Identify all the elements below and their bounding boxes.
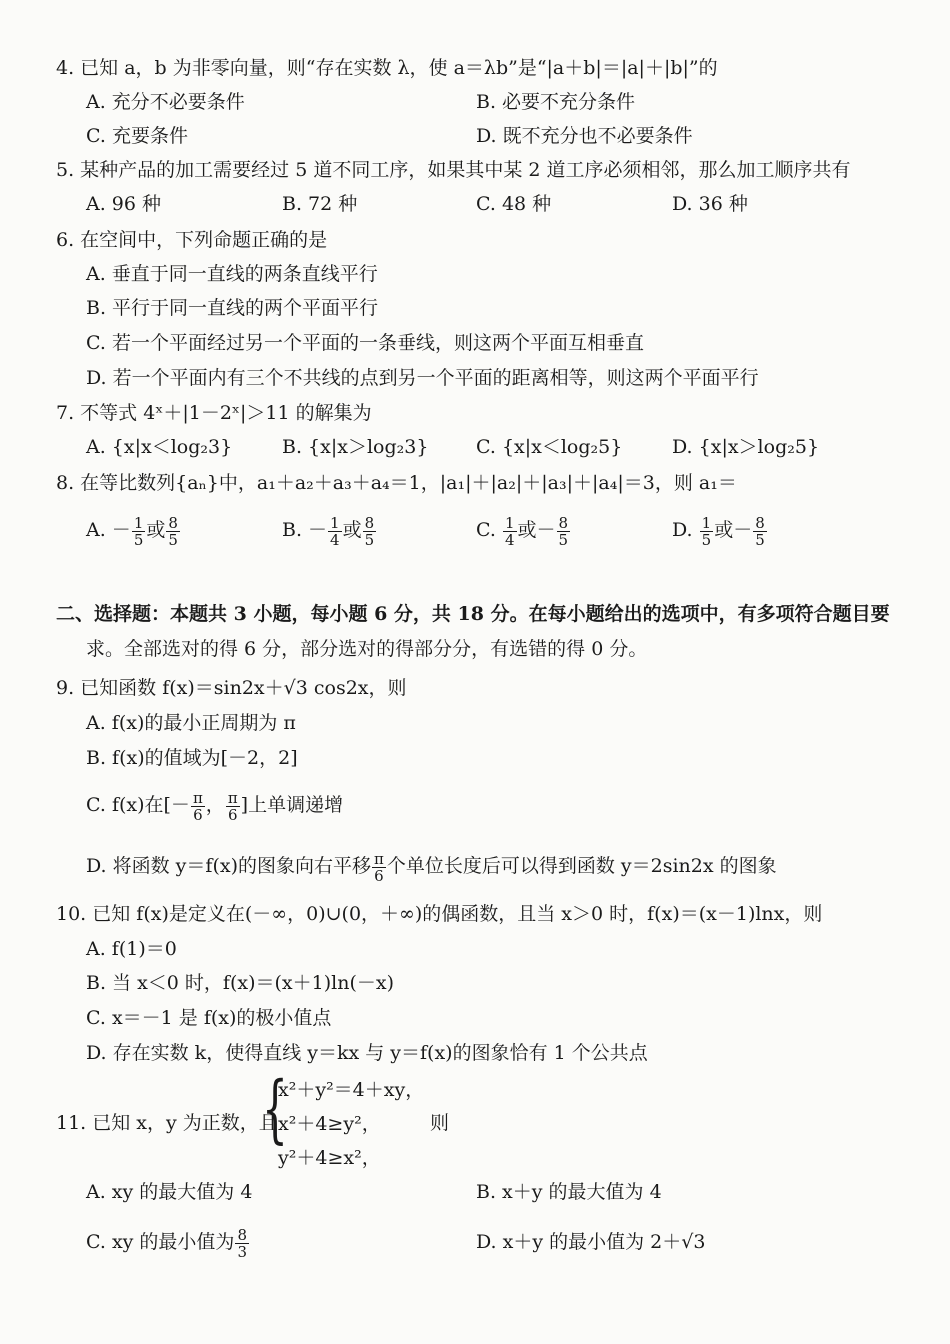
q6-option-b: B. 平行于同一直线的两个平面平行 (86, 297, 379, 319)
q8-c-fraction-1 (503, 515, 517, 548)
question-8-stem: 8. 在等比数列{aₙ}中，a₁＋a₂＋a₃＋a₄＝1，|a₁|＋|a₂|＋|a₃|＋|a₄|＝3，则 a₁＝ (56, 472, 737, 494)
q11-option-b: B. x＋y 的最大值为 4 (476, 1181, 662, 1203)
q8-option-c (476, 510, 571, 550)
denominator: 5 (168, 530, 178, 549)
question-10-stem: 10. 已知 f(x)是定义在(－∞，0)∪(0，＋∞)的偶函数，且当 x＞0 时，f(x)＝(x－1)lnx，则 (56, 903, 823, 925)
q9-option-d (86, 846, 777, 886)
q5-option-d: D. 36 种 (672, 193, 748, 215)
q11-c-fraction (235, 1227, 249, 1260)
q8-c-prefix: C. (476, 519, 502, 541)
denominator: 4 (504, 530, 515, 549)
section-2-instructions-line-2: 求。全部选对的得 6 分，部分选对的得部分分，有选错的得 0 分。 (86, 638, 648, 660)
numerator: 1 (330, 513, 340, 532)
question-5-stem: 5. 某种产品的加工需要经过 5 道不同工序，如果其中某 2 道工序必须相邻，那么加工顺序共有 (56, 159, 851, 181)
q7-option-b: B. {x|x＞log₂3} (282, 436, 429, 458)
numerator: 1 (701, 513, 712, 532)
q9-c-suffix: ]上单调递增 (240, 794, 344, 816)
denominator: 5 (133, 530, 144, 549)
q9-d-suffix: 个单位长度后可以得到函数 y＝2sin2x 的图象 (386, 855, 777, 877)
q8-b-fraction-1 (328, 515, 342, 548)
denominator: 5 (558, 530, 569, 549)
q7-option-c: C. {x|x＜log₂5} (476, 436, 623, 458)
q8-a-fraction-2 (166, 515, 180, 548)
denominator: 4 (330, 530, 340, 549)
q8-a-prefix: A. － (86, 519, 131, 541)
q9-c-fraction-1 (191, 790, 205, 823)
q11-then: 则 (430, 1112, 450, 1134)
numerator: π (373, 849, 384, 868)
denominator: 3 (237, 1242, 247, 1261)
question-7-stem: 7. 不等式 4ˣ＋|1－2ˣ|＞11 的解集为 (56, 402, 372, 424)
q11-equation-2: x²＋4≥y²， (278, 1113, 381, 1135)
q6-option-c: C. 若一个平面经过另一个平面的一条垂线，则这两个平面互相垂直 (86, 332, 644, 354)
q10-option-a: A. f(1)＝0 (86, 938, 177, 960)
q8-b-fraction-2 (363, 515, 377, 548)
q8-option-b (282, 510, 377, 550)
q11-option-d: D. x＋y 的最小值为 2＋√3 (476, 1231, 706, 1253)
q4-option-b: B. 必要不充分条件 (476, 91, 636, 113)
q6-option-a: A. 垂直于同一直线的两条直线平行 (86, 263, 378, 285)
q9-c-fraction-2 (226, 790, 240, 823)
q11-equation-3: y²＋4≥x²， (278, 1147, 381, 1169)
q8-b-connector: 或 (342, 519, 362, 541)
q5-option-c: C. 48 种 (476, 193, 552, 215)
q8-d-fraction-2 (753, 515, 767, 548)
numerator: 8 (168, 513, 178, 532)
q4-option-c: C. 充要条件 (86, 125, 188, 147)
question-6-stem: 6. 在空间中，下列命题正确的是 (56, 229, 328, 251)
q11-equation-1: x²＋y²＝4＋xy， (278, 1079, 425, 1101)
q9-option-c (86, 785, 343, 825)
q4-option-a: A. 充分不必要条件 (86, 91, 245, 113)
q10-option-c: C. x＝－1 是 f(x)的极小值点 (86, 1007, 332, 1029)
q8-c-fraction-2 (557, 515, 571, 548)
denominator: 6 (227, 805, 238, 824)
q8-d-fraction-1 (700, 515, 714, 548)
q9-c-prefix: C. f(x)在[－ (86, 794, 190, 816)
denominator: 5 (755, 530, 765, 549)
question-4-stem: 4. 已知 a，b 为非零向量，则“存在实数 λ，使 a＝λb”是“|a＋b|＝|a|＋|b|”的 (56, 57, 718, 79)
denominator: 5 (701, 530, 712, 549)
q11-c-prefix: C. xy 的最小值为 (86, 1231, 235, 1253)
q8-d-connector: 或－ (714, 519, 753, 541)
section-2-instructions-line-1: 二、选择题：本题共 3 小题，每小题 6 分，共 18 分。在每小题给出的选项中，有多项符合题目要 (56, 603, 890, 625)
question-11-stem: 11. 已知 x，y 为正数，且 (56, 1112, 278, 1134)
q4-option-d: D. 既不充分也不必要条件 (476, 125, 693, 147)
q8-c-connector: 或－ (517, 519, 556, 541)
q8-option-d (672, 510, 768, 550)
q11-option-c (86, 1222, 250, 1262)
denominator: 6 (193, 805, 203, 824)
q9-option-a: A. f(x)的最小正周期为 π (86, 712, 296, 734)
q8-option-a (86, 510, 181, 550)
question-9-stem: 9. 已知函数 f(x)＝sin2x＋√3 cos2x，则 (56, 677, 407, 699)
q5-option-a: A. 96 种 (86, 193, 162, 215)
q9-option-b: B. f(x)的值域为[－2，2] (86, 747, 298, 769)
numerator: 8 (237, 1225, 247, 1244)
q5-option-b: B. 72 种 (282, 193, 358, 215)
numerator: 8 (755, 513, 765, 532)
q8-d-prefix: D. (672, 519, 699, 541)
denominator: 5 (364, 530, 375, 549)
q7-option-a: A. {x|x＜log₂3} (86, 436, 233, 458)
numerator: 8 (558, 513, 569, 532)
q9-d-fraction (372, 851, 386, 884)
q11-option-a: A. xy 的最大值为 4 (86, 1181, 253, 1203)
numerator: π (227, 788, 238, 807)
numerator: 1 (504, 513, 515, 532)
q10-option-d: D. 存在实数 k，使得直线 y＝kx 与 y＝f(x)的图象恰有 1 个公共点 (86, 1042, 648, 1064)
q9-d-prefix: D. 将函数 y＝f(x)的图象向右平移 (86, 855, 371, 877)
q9-c-comma: ， (205, 794, 225, 816)
numerator: π (192, 788, 203, 807)
system-brace: { (262, 1066, 288, 1152)
q6-option-d: D. 若一个平面内有三个不共线的点到另一个平面的距离相等，则这两个平面平行 (86, 367, 759, 389)
q8-a-connector: 或 (146, 519, 166, 541)
q8-a-fraction-1 (132, 515, 146, 548)
numerator: 8 (364, 513, 375, 532)
q10-option-b: B. 当 x＜0 时，f(x)＝(x＋1)ln(－x) (86, 972, 394, 994)
q7-option-d: D. {x|x＞log₂5} (672, 436, 820, 458)
denominator: 6 (374, 866, 384, 885)
q8-b-prefix: B. － (282, 519, 328, 541)
numerator: 1 (133, 513, 144, 532)
